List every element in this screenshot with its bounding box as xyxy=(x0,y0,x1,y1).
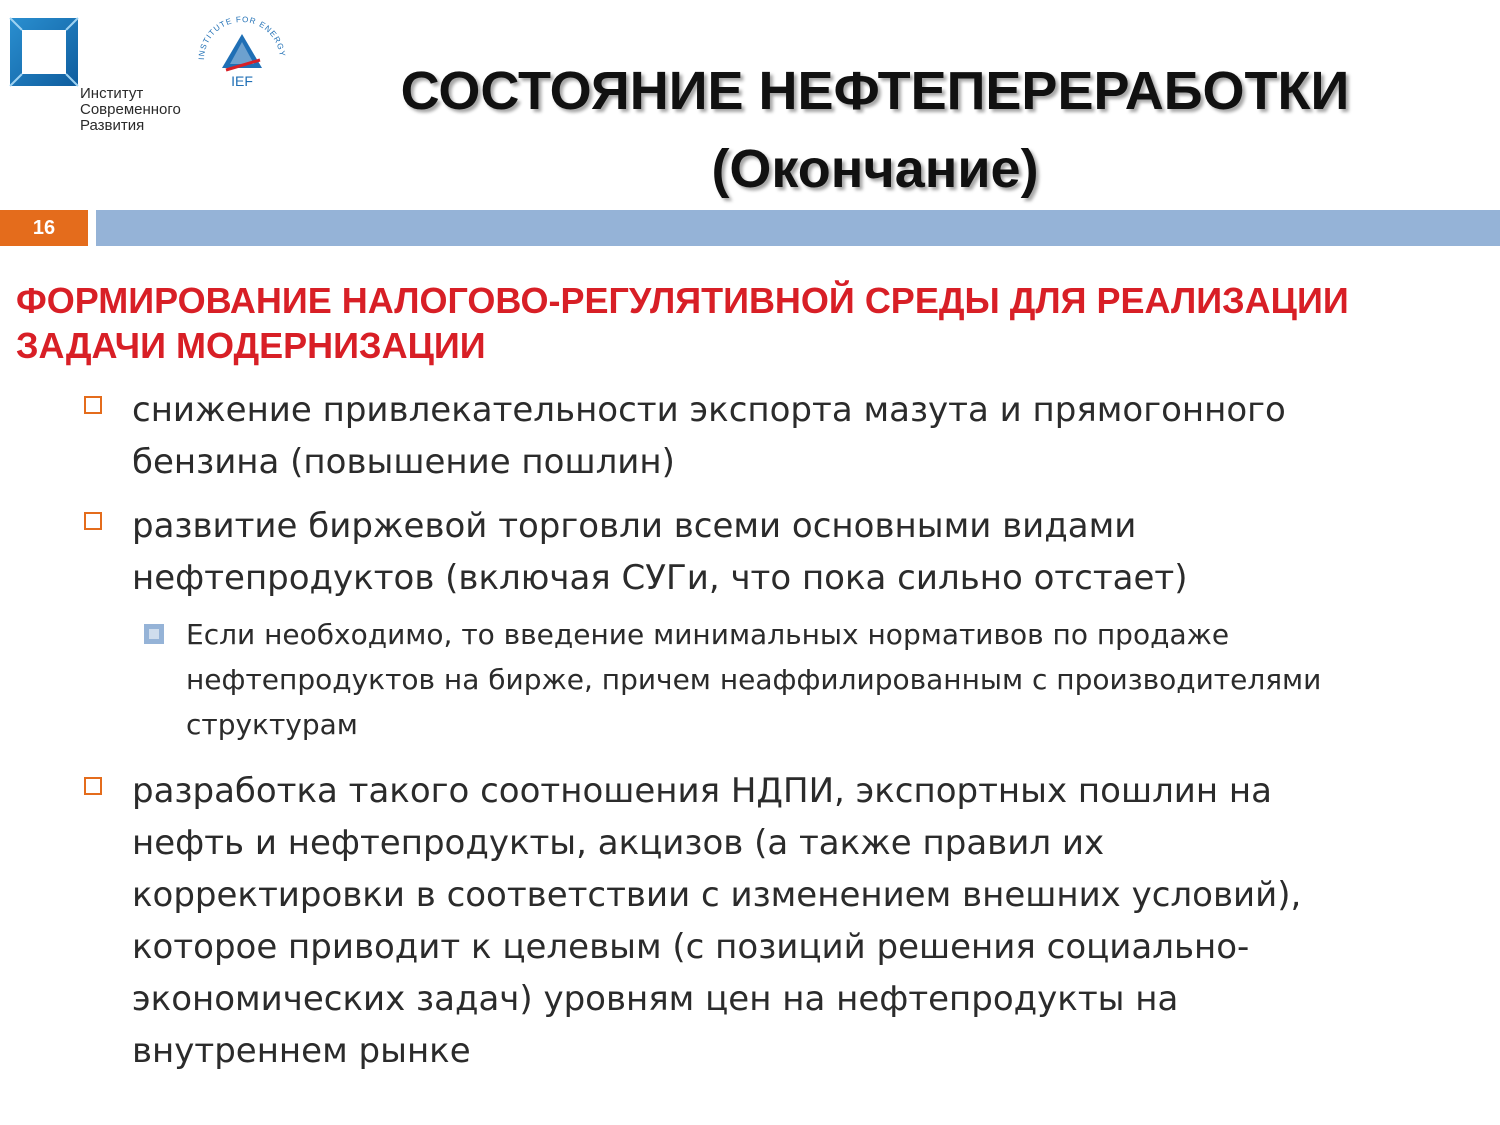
ief-label: IEF xyxy=(231,73,253,89)
isr-logo-text: Институт Современного Развития xyxy=(80,85,181,134)
bullet-item xyxy=(0,384,1500,488)
isr-logo xyxy=(6,14,206,144)
bullet-item xyxy=(0,500,1500,604)
title-divider-bar xyxy=(96,210,1500,246)
square-bullet-icon xyxy=(84,777,102,795)
square-bullet-icon xyxy=(84,512,102,530)
bullet-item xyxy=(0,765,1500,1077)
slide-number: 16 xyxy=(0,210,88,246)
bullet-text: разработка такого соотношения НДПИ, экспортных пошлин на нефть и нефтепродукты, акцизов (а также правил их корректировки в соответствии с изменением внешних условий), которое приводит к целевым (с позиций решения социально-экономических задач) уровням цен на нефтепродукты на внутреннем рынке xyxy=(132,771,1302,1071)
sub-bullet-item xyxy=(0,612,1500,747)
sub-bullet-text: Если необходимо, то введение минимальных нормативов по продаже нефтепродуктов на бирже, причем неаффилированным с производителями структурам xyxy=(186,618,1322,741)
section-heading: ФОРМИРОВАНИЕ НАЛОГОВО-РЕГУЛЯТИВНОЙ СРЕДЫ ДЛЯ РЕАЛИЗАЦИИ ЗАДАЧИ МОДЕРНИЗАЦИИ xyxy=(16,280,1349,366)
square-bullet-icon xyxy=(84,396,102,414)
isr-logo-square-icon xyxy=(6,14,82,90)
bullet-text: снижение привлекательности экспорта мазута и прямогонного бензина (повышение пошлин) xyxy=(132,390,1286,482)
slide-title: СОСТОЯНИЕ НЕФТЕПЕРЕРАБОТКИ xyxy=(400,61,1350,121)
filled-square-bullet-icon xyxy=(144,624,164,644)
bullet-text: развитие биржевой торговли всеми основными видами нефтепродуктов (включая СУГи, что пока сильно отстает) xyxy=(132,506,1188,598)
ief-ring-text: INSTITUTE FOR ENERGY xyxy=(196,14,287,61)
bullet-list xyxy=(0,384,1500,1089)
slide-subtitle: (Окончание) xyxy=(711,139,1039,199)
ief-logo xyxy=(190,8,294,112)
